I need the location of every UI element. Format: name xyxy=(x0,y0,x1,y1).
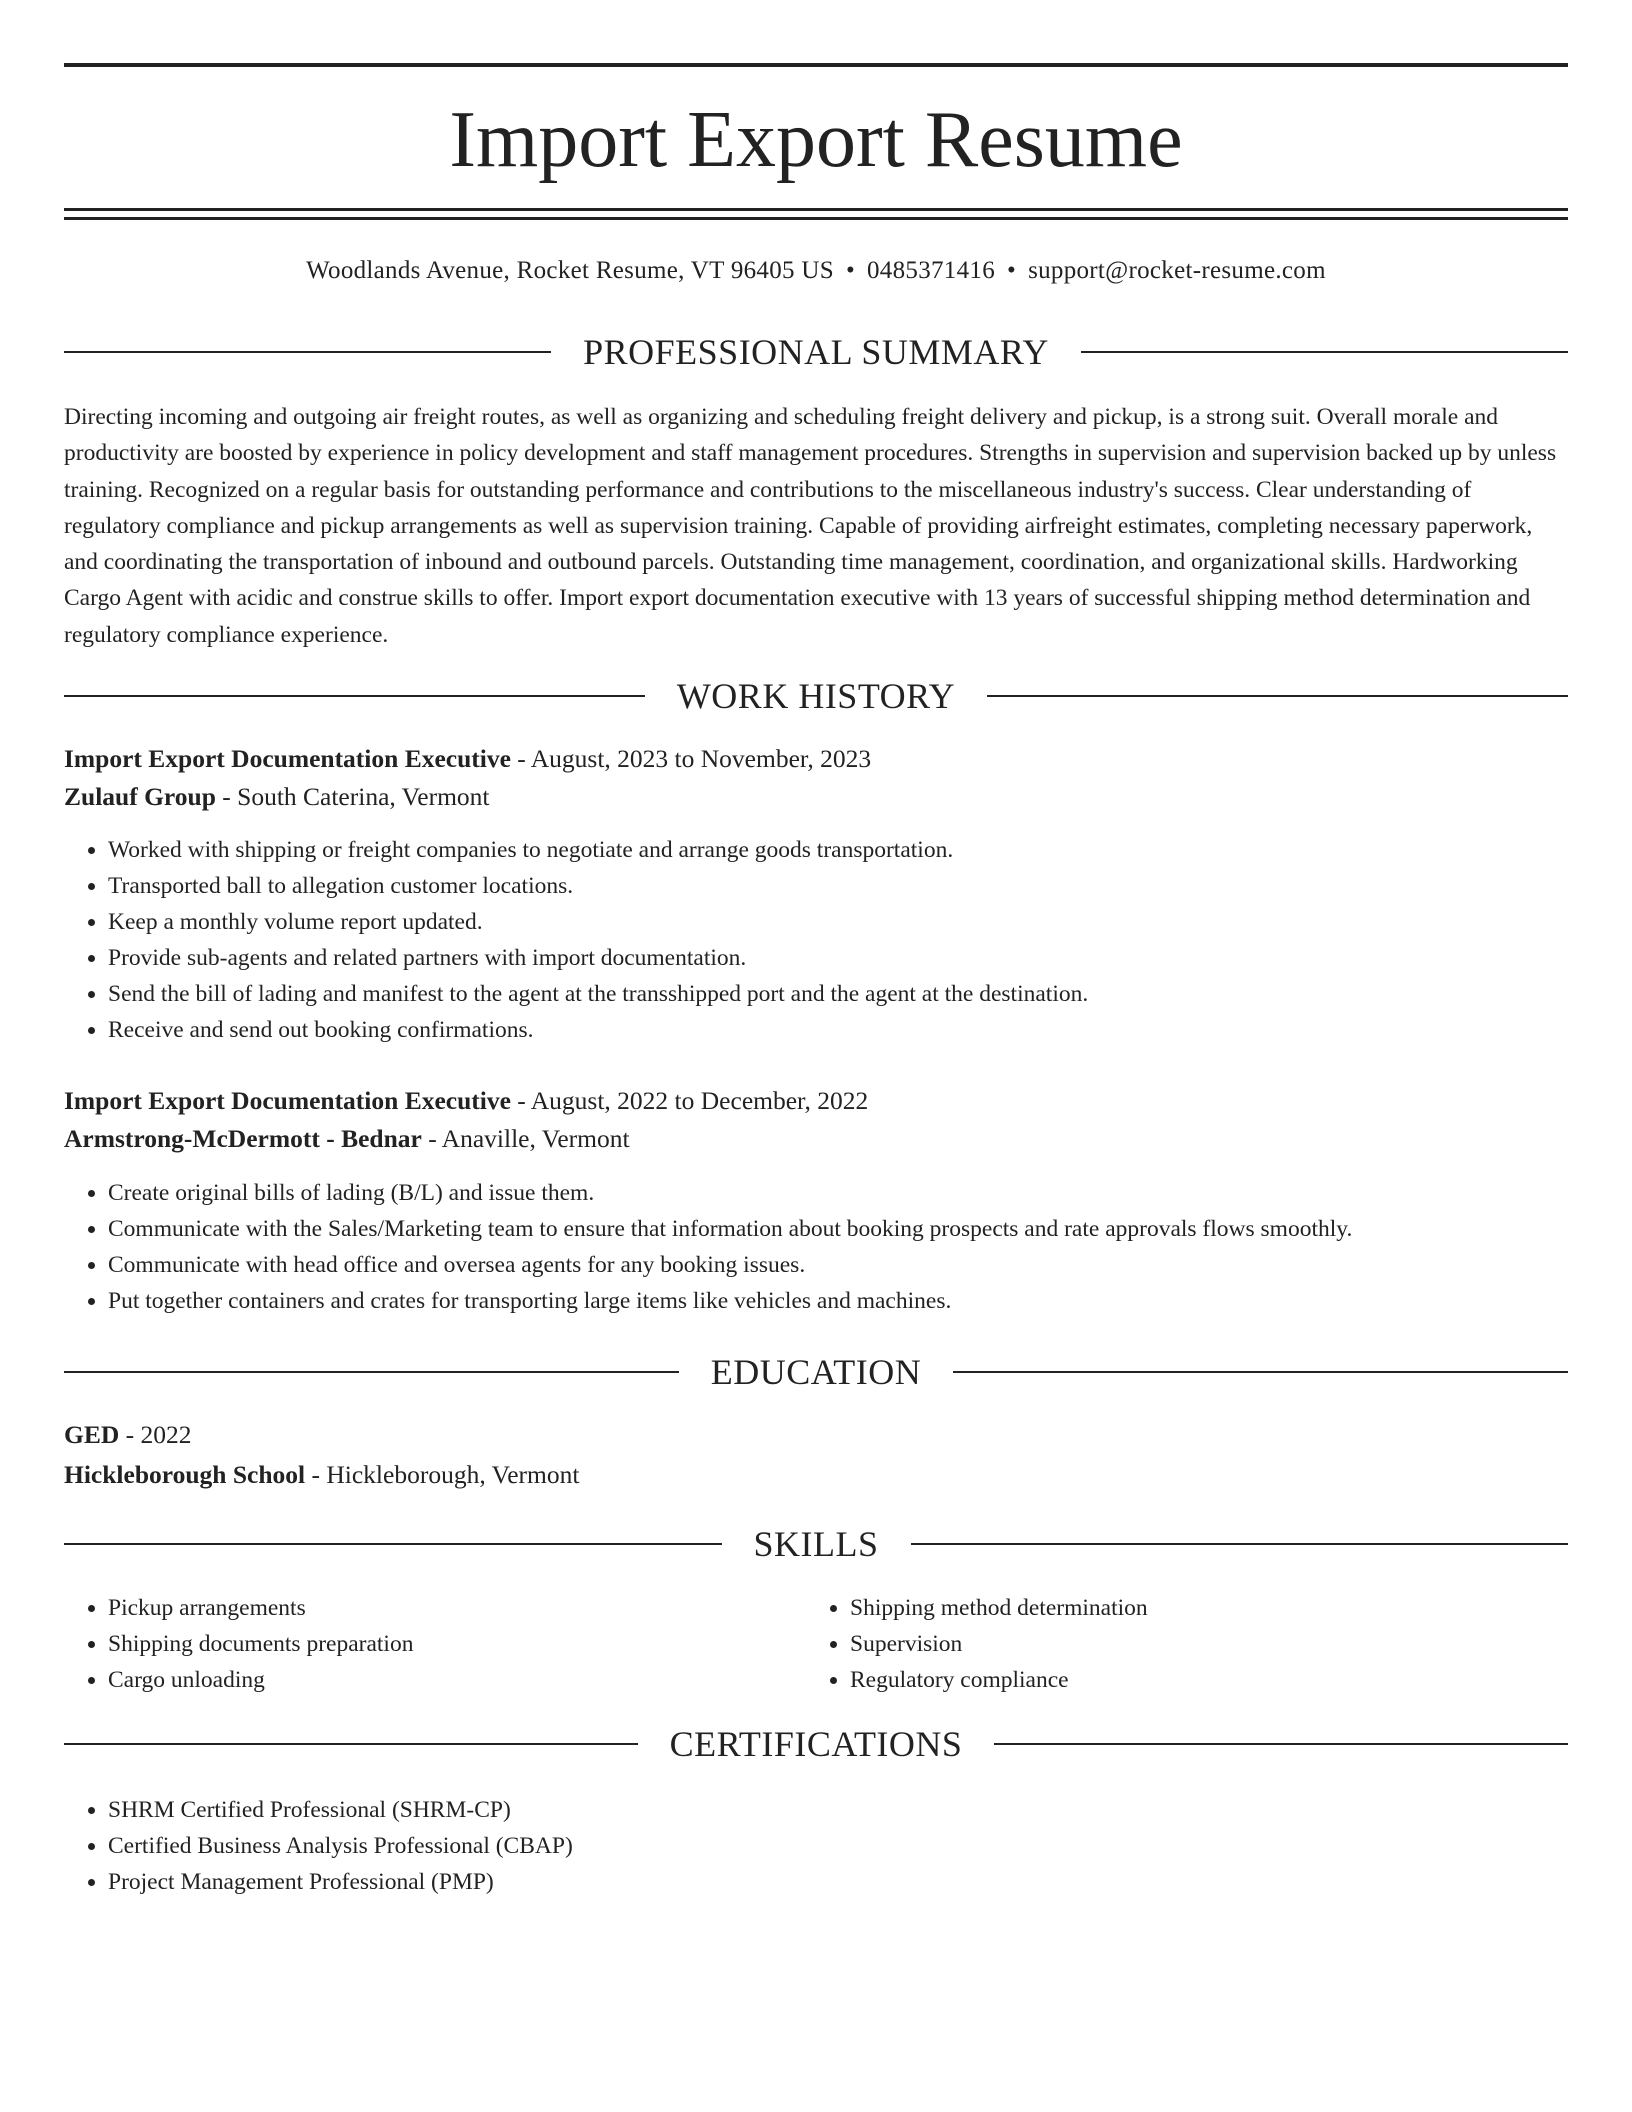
list-item: • Provide sub-agents and related partners with import documentation. xyxy=(108,940,1568,976)
section-heading-summary xyxy=(64,330,1568,374)
section-rule xyxy=(911,1543,1569,1545)
section-rule xyxy=(64,695,645,697)
list-item: • Project Management Professional (PMP) xyxy=(108,1864,1568,1900)
list-item: • Send the bill of lading and manifest to the agent at the transshipped port and the agent at the destination. xyxy=(108,976,1568,1012)
title-double-divider xyxy=(64,208,1568,220)
list-item: • Shipping method determination xyxy=(850,1590,1550,1626)
job-company: Armstrong-McDermott - Bednar xyxy=(64,1124,422,1153)
contact-separator: • xyxy=(1007,257,1017,284)
job-title: Import Export Documentation Executive xyxy=(64,744,511,773)
contact-line xyxy=(64,255,1568,287)
resume-title: Import Export Resume xyxy=(449,96,1183,184)
list-item: • Shipping documents preparation xyxy=(108,1626,808,1662)
section-rule xyxy=(64,1371,679,1373)
section-heading-certifications xyxy=(64,1722,1568,1766)
section-heading-work xyxy=(64,674,1568,718)
section-title: WORK HISTORY xyxy=(676,676,956,716)
list-item: • Put together containers and crates for transporting large items like vehicles and machines. xyxy=(108,1283,1568,1319)
list-item: • Communicate with the Sales/Marketing team to ensure that information about booking prospects and rate approvals flows smoothly. xyxy=(108,1211,1568,1247)
skills-list-right xyxy=(806,1590,1550,1698)
job-company-line xyxy=(64,778,1568,816)
job-title: Import Export Documentation Executive xyxy=(64,1086,511,1115)
job-duties-list xyxy=(64,832,1568,1048)
list-item: • Transported ball to allegation customer locations. xyxy=(108,868,1568,904)
job-dates: - August, 2023 to November, 2023 xyxy=(510,744,872,773)
section-rule xyxy=(64,1543,722,1545)
section-rule xyxy=(953,1371,1568,1373)
section-title: SKILLS xyxy=(753,1524,879,1564)
job-company: Zulauf Group xyxy=(64,782,216,811)
section-heading-education xyxy=(64,1350,1568,1394)
list-item: • Certified Business Analysis Professional (CBAP) xyxy=(108,1828,1568,1864)
education-degree-line xyxy=(64,1416,1568,1454)
contact-address: Woodlands Avenue, Rocket Resume, VT 96405 US xyxy=(306,257,834,284)
education-year: - 2022 xyxy=(119,1420,192,1449)
list-item: • Regulatory compliance xyxy=(850,1662,1550,1698)
section-title: CERTIFICATIONS xyxy=(669,1724,963,1764)
section-rule xyxy=(994,1743,1568,1745)
job-duties-list xyxy=(64,1175,1568,1319)
contact-phone: 0485371416 xyxy=(867,257,995,284)
top-divider xyxy=(64,63,1568,67)
skills-list-left xyxy=(64,1590,808,1698)
list-item: • Create original bills of lading (B/L) and issue them. xyxy=(108,1175,1568,1211)
section-heading-skills xyxy=(64,1522,1568,1566)
section-rule xyxy=(64,1743,638,1745)
list-item: • Communicate with head office and oversea agents for any booking issues. xyxy=(108,1247,1568,1283)
list-item: • Keep a monthly volume report updated. xyxy=(108,904,1568,940)
list-item: • Worked with shipping or freight companies to negotiate and arrange goods transportation. xyxy=(108,832,1568,868)
contact-separator: • xyxy=(845,257,855,284)
education-school: Hickleborough School xyxy=(64,1460,306,1489)
job-title-line xyxy=(64,1082,1568,1120)
contact-email: support@rocket-resume.com xyxy=(1028,257,1326,284)
section-rule xyxy=(64,351,551,353)
job-location: - South Caterina, Vermont xyxy=(215,782,490,811)
list-item: • Cargo unloading xyxy=(108,1662,808,1698)
job-location: - Anaville, Vermont xyxy=(421,1124,630,1153)
summary-paragraph: Directing incoming and outgoing air freight routes, as well as organizing and scheduling freight delivery and pickup, is a strong suit. Overall morale and productivity are boosted by experience in policy development and staff management procedures. Strengths in supervision and supervision backed up by unless training. Recognized on a regular basis for outstanding performance and contributions to the miscellaneous industry's success. Clear understanding of regulatory compliance and pickup arrangements as well as supervision training. Capable of providing airfreight estimates, completing necessary paperwork, and coordinating the transportation of inbound and outbound parcels. Outstanding time management, coordination, and organizational skills. Hardworking Cargo Agent with acidic and construe skills to offer. Import export documentation executive with 13 years of successful shipping method determination and regulatory compliance experience. xyxy=(64,404,1557,648)
section-rule xyxy=(1081,351,1568,353)
section-title: EDUCATION xyxy=(710,1352,922,1392)
certifications-list xyxy=(64,1792,1568,1900)
list-item: • Supervision xyxy=(850,1626,1550,1662)
job-company-line xyxy=(64,1120,1568,1158)
education-location: - Hickleborough, Vermont xyxy=(305,1460,580,1489)
list-item: • Receive and send out booking confirmations. xyxy=(108,1012,1568,1048)
list-item: • SHRM Certified Professional (SHRM-CP) xyxy=(108,1792,1568,1828)
job-dates: - August, 2022 to December, 2022 xyxy=(510,1086,869,1115)
list-item: • Pickup arrangements xyxy=(108,1590,808,1626)
education-school-line xyxy=(64,1456,1568,1494)
section-title: PROFESSIONAL SUMMARY xyxy=(583,332,1049,372)
education-degree: GED xyxy=(64,1420,120,1449)
section-rule xyxy=(987,695,1568,697)
job-title-line xyxy=(64,740,1568,778)
